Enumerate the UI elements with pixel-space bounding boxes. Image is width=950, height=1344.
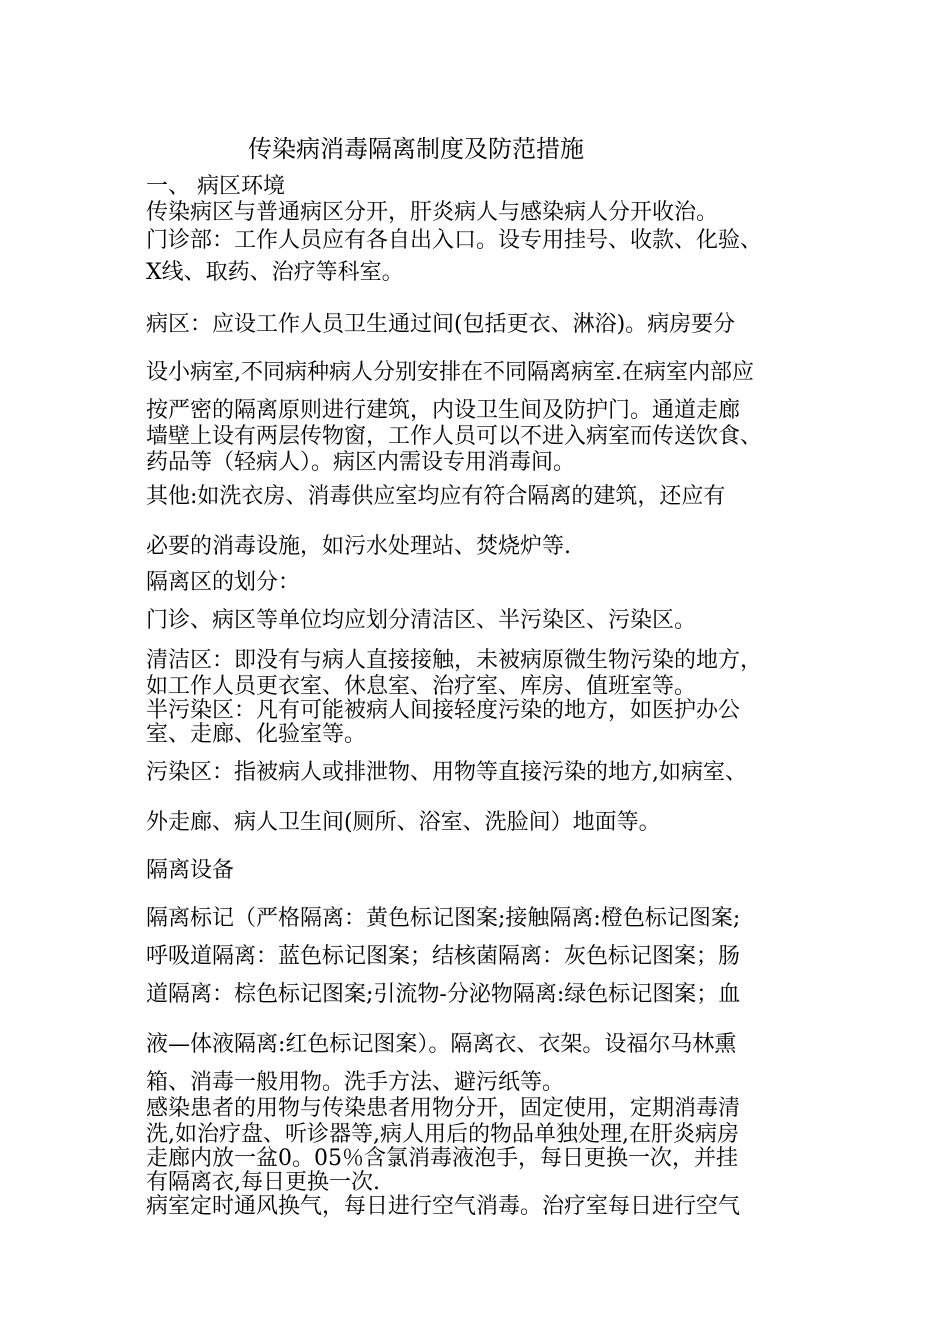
paragraph-line: 洗,如治疗盘、听诊器等,病人用后的物品单独处理,在肝炎病房 xyxy=(146,1122,739,1147)
paragraph-line: 门诊部：工作人员应有各自出入口。设专用挂号、收款、化验、 xyxy=(146,228,763,253)
paragraph-line: 液—体液隔离:红色标记图案）。隔离衣、衣架。设福尔马林熏 xyxy=(146,1032,737,1057)
subheading: 隔离设备 xyxy=(146,858,235,883)
paragraph-line: 走廊内放一盆0。05％含氯消毒液泡手，每日更换一次，并挂 xyxy=(146,1146,738,1171)
paragraph-line: 传染病区与普通病区分开，肝炎病人与感染病人分开收治。 xyxy=(146,200,719,225)
paragraph-line: 感染患者的用物与传染患者用物分开，固定使用，定期消毒清 xyxy=(146,1096,741,1121)
document-title: 传染病消毒隔离制度及防范措施 xyxy=(248,135,584,163)
paragraph-line: 污染区：指被病人或排泄物、用物等直接污染的地方,如病室、 xyxy=(146,760,747,785)
paragraph-line: 如工作人员更衣室、休息室、治疗室、库房、值班室等。 xyxy=(146,674,697,699)
paragraph-line: 药品等（轻病人）。病区内需设专用消毒间。 xyxy=(146,450,576,475)
paragraph-line: 按严密的隔离原则进行建筑，内设卫生间及防护门。通道走廊 xyxy=(146,398,741,423)
paragraph-line: 外走廊、病人卫生间(厕所、浴室、洗脸间）地面等。 xyxy=(146,810,661,835)
paragraph-line: 有隔离衣,每日更换一次. xyxy=(146,1170,380,1195)
paragraph-line: 病区：应设工作人员卫生通过间(包括更衣、淋浴)。病房要分 xyxy=(146,312,736,337)
paragraph-line: 设小病室,不同病种病人分别安排在不同隔离病室.在病室内部应 xyxy=(146,360,754,385)
paragraph-line: 墙壁上设有两层传物窗，工作人员可以不进入病室而传送饮食、 xyxy=(146,424,763,449)
paragraph-line: 其他:如洗衣房、消毒供应室均应有符合隔离的建筑，还应有 xyxy=(146,484,726,509)
paragraph-line: 门诊、病区等单位均应划分清洁区、半污染区、污染区。 xyxy=(146,608,697,633)
paragraph-line: 半污染区：凡有可能被病人间接轻度污染的地方，如医护办公 xyxy=(146,698,741,723)
paragraph-line: 呼吸道隔离：蓝色标记图案；结核菌隔离：灰色标记图案；肠 xyxy=(146,944,741,969)
subheading: 隔离区的划分： xyxy=(146,570,301,595)
paragraph-line: X线、取药、治疗等科室。 xyxy=(146,260,404,285)
paragraph-line: 病室定时通风换气，每日进行空气消毒。治疗室每日进行空气 xyxy=(146,1194,741,1219)
paragraph-line: 隔离标记（严格隔离：黄色标记图案;接触隔离:橙色标记图案; xyxy=(146,906,741,931)
paragraph-line: 必要的消毒设施，如污水处理站、焚烧炉等. xyxy=(146,534,571,559)
section-heading: 一、 病区环境 xyxy=(146,174,285,199)
paragraph-line: 箱、消毒一般用物。洗手方法、避污纸等。 xyxy=(146,1070,565,1095)
paragraph-line: 清洁区：即没有与病人直接接触，未被病原微生物污染的地方， xyxy=(146,648,763,673)
paragraph-line: 道隔离：棕色标记图案;引流物-分泌物隔离:绿色标记图案；血 xyxy=(146,982,741,1007)
paragraph-line: 室、走廊、化验室等。 xyxy=(146,722,367,747)
